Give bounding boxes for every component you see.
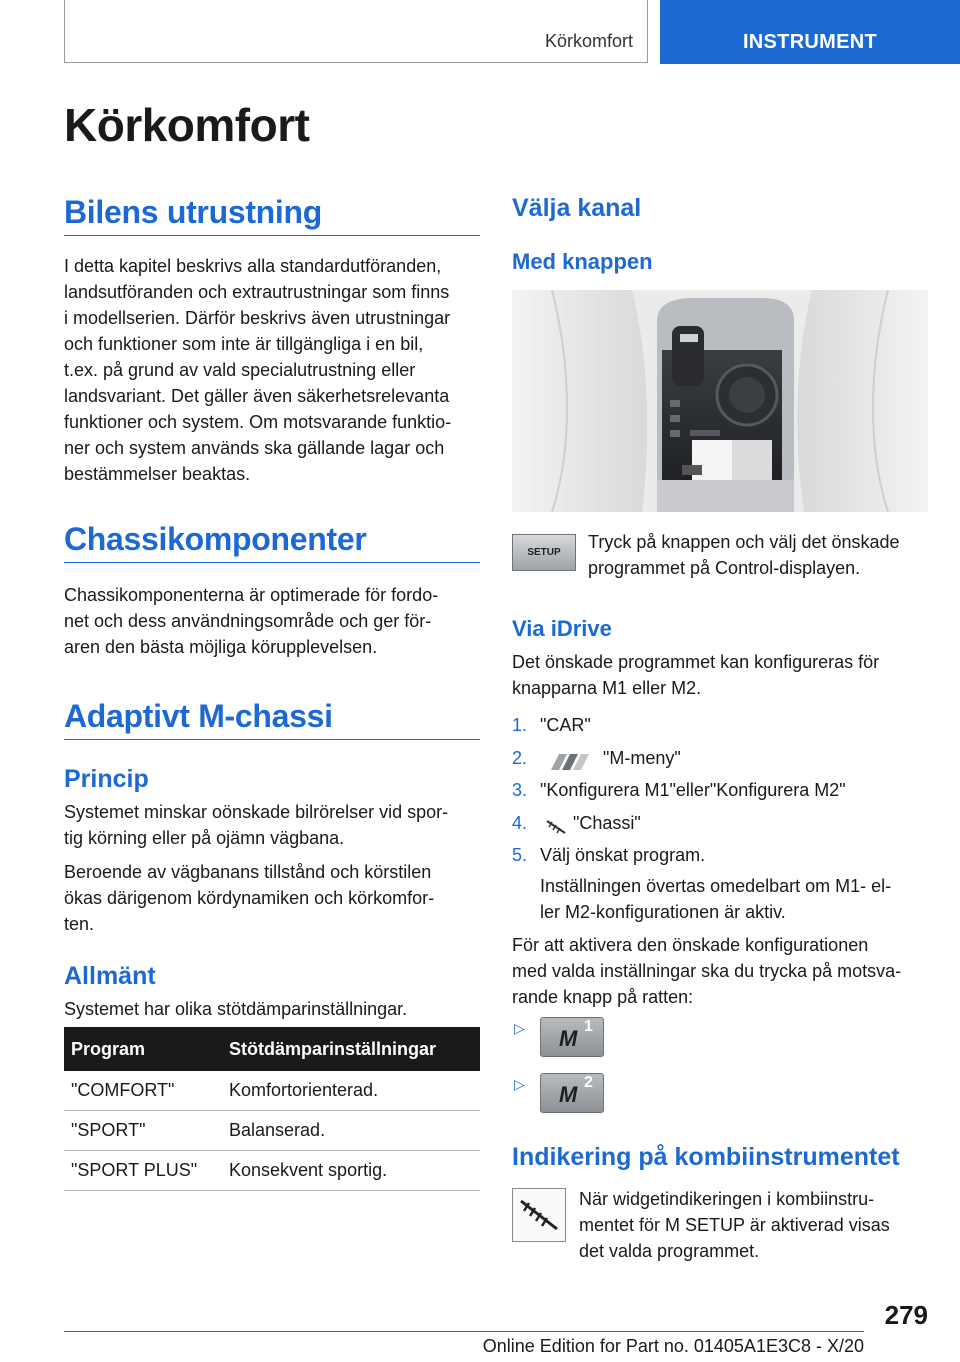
- princip-paragraph: Systemet minskar oönskade bilrörelser vid spor- tig körning eller på ojämn vägbana.: [64, 802, 449, 848]
- section-tab[interactable]: Körkomfort: [64, 0, 648, 63]
- bullet-triangle-icon: ▷: [514, 1020, 525, 1036]
- bilens-paragraph: I detta kapitel beskrivs alla standardutföranden, landsutföranden och extrautrustningar som finns i modellserien. Därför beskrivs även utrustningar och funktioner som inte är tillgängliga i en bil, t.ex. på grund av vald specialutrustning eller landsvariant. Det gäller även säkerhetsrelevanta funktioner och system. Om motsvarande funktio- ner och system används ska gällande lagar och bestämmelser beaktas.: [64, 256, 452, 484]
- table-cell: Konsekvent sportig.: [222, 1151, 480, 1191]
- table-cell: Balanserad.: [222, 1111, 480, 1151]
- table-cell: "COMFORT": [64, 1071, 222, 1111]
- damper-indicator-icon: [512, 1188, 566, 1242]
- allmant-text: Systemet har olika stötdämparinställningar.: [64, 999, 408, 1019]
- bullet-triangle-icon: ▷: [514, 1076, 525, 1092]
- step-number: 5.: [512, 845, 528, 865]
- table-cell: "SPORT": [64, 1111, 222, 1151]
- center-console-photo: [512, 290, 928, 512]
- step-text: "Chassi": [573, 813, 641, 833]
- heading-bilens-utrustning: Bilens utrustning: [64, 194, 323, 230]
- step-number: 1.: [512, 715, 528, 735]
- list-item: [512, 745, 681, 771]
- setup-button-icon: SETUP: [512, 534, 576, 571]
- heading-allmant: Allmänt: [64, 962, 156, 990]
- heading-via-idrive: Via iDrive: [512, 616, 612, 641]
- heading-rule: [64, 739, 480, 740]
- setup-paragraph: Tryck på knappen och välj det önskade programmet på Control-displayen.: [588, 532, 900, 578]
- step5-subtext: Inställningen övertas omedelbart om M1- el- ler M2-konfigurationen är aktiv.: [540, 876, 892, 922]
- heading-chassikomponenter: Chassikomponenter: [64, 521, 367, 557]
- chapter-tab[interactable]: INSTRUMENT: [660, 0, 960, 64]
- step-number: 3.: [512, 780, 528, 800]
- table-row: [64, 1111, 480, 1151]
- step-number: 4.: [512, 813, 528, 833]
- heading-indikering: Indikering på kombiinstrumentet: [512, 1143, 900, 1171]
- step-text: "Konfigurera M1"eller"Konfigurera M2": [540, 780, 846, 800]
- indikering-paragraph: När widgetindikeringen i kombiinstru- mentet för M SETUP är aktiverad visas det valda programmet.: [579, 1189, 890, 1261]
- m1-button-icon: M 1: [540, 1017, 604, 1057]
- table-cell: Komfortorienterad.: [222, 1071, 480, 1111]
- chassi-paragraph: Chassikomponenterna är optimerade för fordo- net och dess användningsområde och ger för- aren den bästa möjliga körupplevelsen.: [64, 585, 439, 657]
- heading-rule: [64, 235, 480, 236]
- page-number: 279: [884, 1300, 928, 1330]
- footer-rule: [64, 1331, 864, 1332]
- beroende-paragraph: Beroende av vägbanans tillstånd och körstilen ökas därigenom kördynamiken och körkomfor- ten.: [64, 862, 435, 934]
- list-item: [512, 777, 846, 803]
- heading-rule: [64, 562, 480, 563]
- damper-settings-table: [64, 1027, 480, 1191]
- m2-button-icon: M 2: [540, 1073, 604, 1113]
- table-row: [64, 1071, 480, 1111]
- table-cell: "SPORT PLUS": [64, 1151, 222, 1191]
- shock-absorber-icon: [545, 816, 567, 832]
- list-item: [512, 712, 591, 738]
- heading-valja-kanal: Välja kanal: [512, 194, 642, 222]
- table-header: Program: [64, 1027, 222, 1071]
- table-row: [64, 1151, 480, 1191]
- step-text: Välj önskat program.: [540, 845, 706, 865]
- aktivera-paragraph: För att aktivera den önskade konfigurationen med valda inställningar ska du trycka på motsva- rande knapp på ratten:: [512, 935, 902, 1007]
- heading-med-knappen: Med knappen: [512, 249, 653, 274]
- m-stripes-icon: [545, 751, 593, 767]
- heading-adaptivt-m-chassi: Adaptivt M-chassi: [64, 698, 333, 734]
- step-number: 2.: [512, 748, 528, 768]
- table-header-row: [64, 1027, 480, 1071]
- idrive-paragraph: Det önskade programmet kan konfigureras för knapparna M1 eller M2.: [512, 652, 880, 698]
- page-title: Körkomfort: [64, 99, 310, 151]
- step-text: "M-meny": [603, 748, 681, 768]
- footer-edition: Online Edition for Part no. 01405A1E3C8 - X/20: [482, 1336, 864, 1356]
- step-text: "CAR": [540, 715, 591, 735]
- table-header: Stötdämparinställningar: [222, 1027, 480, 1071]
- heading-princip: Princip: [64, 765, 149, 793]
- list-item: [512, 810, 641, 836]
- list-item: [512, 842, 705, 868]
- center-console-illustration: [512, 290, 928, 512]
